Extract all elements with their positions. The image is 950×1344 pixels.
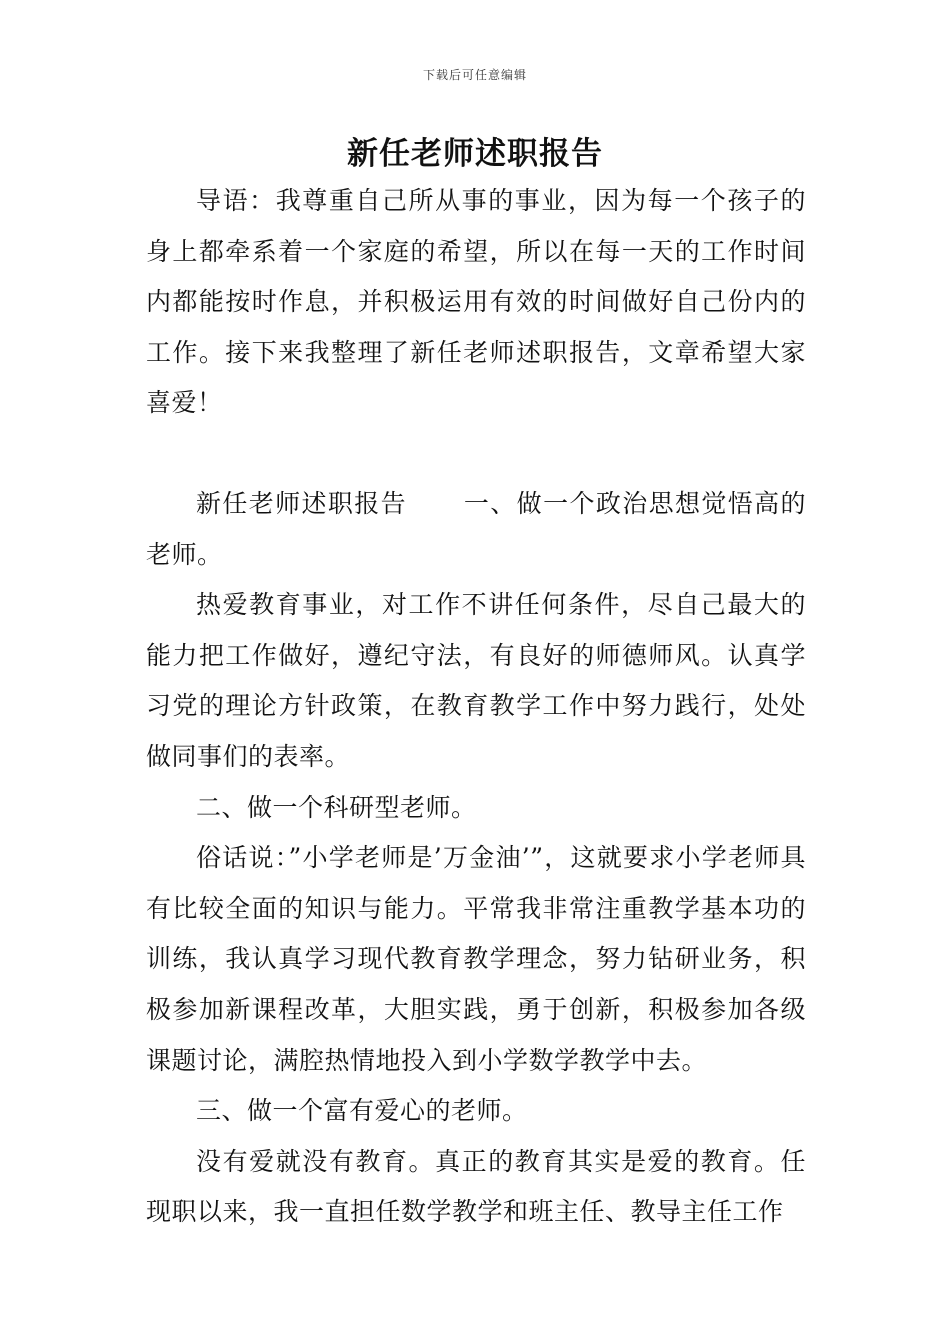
section-2-heading: 二、做一个科研型老师。 [196, 792, 477, 822]
paragraph-gap [146, 429, 806, 479]
section-1-body: 热爱教育事业，对工作不讲任何条件，尽自己最大的能力把工作做好，遵纪守法，有良好的师德师风。认真学习党的理论方针政策，在教育教学工作中努力践行，处处做同事们的表率。 [146, 590, 806, 771]
document-title: 新任老师述职报告 [347, 136, 603, 172]
section-3-body: 没有爱就没有教育。真正的教育其实是爱的教育。任现职以来，我一直担任数学教学和班主任、教导主任工作 [146, 1146, 806, 1227]
document-body [146, 176, 806, 1238]
section-1-heading: 一、做一个政治思想觉悟高的老师。 [146, 488, 806, 569]
intro-paragraph: 导语：我尊重自己所从事的事业，因为每一个孩子的身上都牵系着一个家庭的希望，所以在每一天的工作时间内都能按时作息，并积极运用有效的时间做好自己份内的工作。接下来我整理了新任老师述职报告，文章希望大家喜爱！ [146, 186, 806, 418]
section-1-heading-paragraph [146, 479, 806, 580]
header-note: 下载后可任意编辑 [422, 68, 527, 82]
section-label: 新任老师述职报告 [196, 488, 408, 518]
section-2-body: 俗话说：”小学老师是’万金油’”，这就要求小学老师具有比较全面的知识与能力。平常我非常注重教学基本功的训练，我认真学习现代教育教学理念，努力钻研业务，积极参加新课程改革，大胆实践，勇于创新，积极参加各级课题讨论，满腔热情地投入到小学数学教学中去。 [146, 843, 806, 1075]
section-3-heading: 三、做一个富有爱心的老师。 [196, 1096, 528, 1126]
